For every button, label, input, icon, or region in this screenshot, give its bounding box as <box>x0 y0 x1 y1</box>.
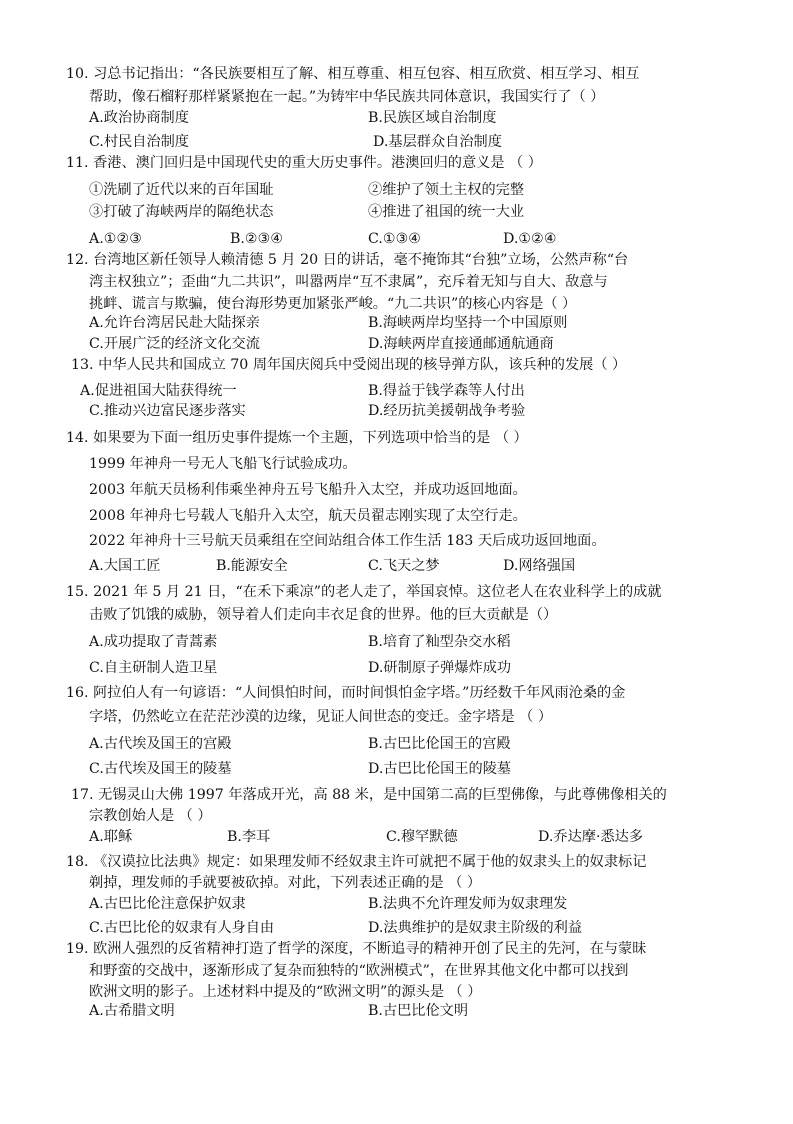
q14-event-3: 2008 年神舟七号载人飞船升入太空，航天员翟志刚实现了太空行走。 <box>89 508 527 524</box>
q14-option-d: D.网络强国 <box>503 558 576 574</box>
q12-stem-line2: 湾主权独立”；歪曲“九二共识”，叫嚣两岸“互不隶属”，充斥着无知与自大、敌意与 <box>89 274 608 290</box>
q18-stem-line2: 剃掉，理发师的手就要被砍掉。对此，下列表述正确的是 （ ） <box>89 875 482 891</box>
q12-stem-line3: 挑衅、谎言与欺骗，使台海形势更加紧张严峻。“九二共识”的核心内容是（ ） <box>89 296 577 312</box>
q10-stem-line2: 帮助，像石榴籽那样紧紧抱在一起。”为铸牢中华民族共同体意识，我国实行了（ ） <box>89 89 605 105</box>
q11-stem-line1: 11. 香港、澳门回归是中国现代史的重大历史事件。港澳回归的意义是 （ ） <box>66 155 542 171</box>
q17-option-b: B.李耳 <box>227 829 271 845</box>
q14-option-c: C.飞天之梦 <box>368 558 440 574</box>
q12-option-a: A.允许台湾居民赴大陆探亲 <box>89 315 260 331</box>
q17-option-c: C.穆罕默德 <box>386 829 458 845</box>
q16-option-c: C.古代埃及国王的陵墓 <box>89 761 232 777</box>
q13-option-d: D.经历抗美援朝战争考验 <box>368 403 526 419</box>
q12-option-d: D.海峡两岸直接通邮通航通商 <box>368 336 554 352</box>
q19-stem-line2: 和野蛮的交战中，逐渐形成了复杂而独特的“欧洲模式”，在世界其他文化中都可以找到 <box>89 963 629 979</box>
q18-stem-line1: 18. 《汉谟拉比法典》规定：如果理发师不经奴隶主许可就把不属于他的奴隶头上的奴隶标记 <box>66 854 647 870</box>
q11-option-d: D.①②④ <box>503 231 557 247</box>
q14-event-4: 2022 年神舟十三号航天员乘组在空间站组合体工作生活 183 天后成功返回地面。 <box>89 533 606 549</box>
q10-option-b: B.民族区域自治制度 <box>368 110 497 126</box>
q12-option-c: C.开展广泛的经济文化交流 <box>89 336 260 352</box>
q17-stem-line1: 17. 无锡灵山大佛 1997 年落成开光，高 88 米，是中国第二高的巨型佛像，与此尊佛像相关的 <box>71 787 667 803</box>
q17-option-a: A.耶稣 <box>89 829 133 845</box>
q11-item-2: ②维护了领土主权的完整 <box>368 182 525 198</box>
q14-event-2: 2003 年航天员杨利伟乘坐神舟五号飞船升入太空，并成功返回地面。 <box>89 482 527 498</box>
q15-option-a: A.成功提取了青蒿素 <box>89 634 218 650</box>
q10-stem-line1: 10. 习总书记指出：“各民族要相互了解、相互尊重、相互包容、相互欣赏、相互学习、相互 <box>66 66 640 82</box>
q18-option-c: C.古巴比伦的奴隶有人身自由 <box>89 920 275 936</box>
q11-option-a: A.①②③ <box>89 231 142 247</box>
q10-option-a: A.政治协商制度 <box>89 110 189 126</box>
q13-option-c: C.推动兴边富民逐步落实 <box>89 403 246 419</box>
q19-stem-line3: 欧洲文明的影子。上述材料中提及的“欧洲文明”的源头是 （ ） <box>89 984 482 1000</box>
q12-stem-line1: 12. 台湾地区新任领导人赖清德 5 月 20 日的讲话，毫不掩饰其“台独”立场，公然声称“台 <box>66 252 629 268</box>
q13-option-a: A.促进祖国大陆获得统一 <box>80 383 237 399</box>
q16-option-a: A.古代埃及国王的宫殿 <box>89 736 232 752</box>
q11-option-c: C.①③④ <box>368 231 422 247</box>
q13-option-b: B.得益于钱学森等人付出 <box>368 383 525 399</box>
q15-stem-line1: 15. 2021 年 5 月 21 日，“在禾下乘凉”的老人走了，举国哀悼。这位老人在农业科学上的成就 <box>66 584 662 600</box>
q13-stem-line1: 13. 中华人民共和国成立 70 周年国庆阅兵中受阅出现的核导弹方队，该兵种的发展（ ） <box>71 357 627 373</box>
q15-option-c: C.自主研制人造卫星 <box>89 660 218 676</box>
q14-event-1: 1999 年神舟一号无人飞船飞行试验成功。 <box>89 456 357 472</box>
q19-option-a: A.古希腊文明 <box>89 1003 175 1019</box>
q11-option-b: B.②③④ <box>230 231 284 247</box>
q18-option-d: D.法典维护的是奴隶主阶级的利益 <box>368 920 583 936</box>
q17-stem-line2: 宗教创始人是 （ ） <box>89 808 212 824</box>
q16-option-d: D.古巴比伦国王的陵墓 <box>368 761 512 777</box>
q11-item-1: ①洗刷了近代以来的百年国耻 <box>89 182 274 198</box>
q18-option-b: B.法典不允许理发师为奴隶理发 <box>368 896 568 912</box>
q11-item-3: ③打破了海峡两岸的隔绝状态 <box>89 204 274 220</box>
q19-stem-line1: 19. 欧洲人强烈的反省精神打造了哲学的深度，不断追寻的精神开创了民主的先河，在与蒙昧 <box>66 941 647 957</box>
q16-option-b: B.古巴比伦国王的宫殿 <box>368 736 511 752</box>
q17-option-d: D.乔达摩·悉达多 <box>538 829 644 845</box>
q19-option-b: B.古巴比伦文明 <box>368 1003 469 1019</box>
q18-option-a: A.古巴比伦注意保护奴隶 <box>89 896 246 912</box>
q16-stem-line2: 字塔，仍然屹立在茫茫沙漠的边缘，见证人间世态的变迁。金字塔是 （ ） <box>89 709 553 725</box>
q12-option-b: B.海峡两岸均坚持一个中国原则 <box>368 315 568 331</box>
q14-option-a: A.大国工匠 <box>89 558 161 574</box>
q11-item-4: ④推进了祖国的统一大业 <box>368 204 525 220</box>
q14-option-b: B.能源安全 <box>216 558 288 574</box>
q14-stem-line1: 14. 如果要为下面一组历史事件提炼一个主题，下列选项中恰当的是 （ ） <box>66 430 528 446</box>
q15-option-b: B.培育了籼型杂交水稻 <box>368 634 511 650</box>
q10-option-c: C.村民自治制度 <box>89 134 189 150</box>
q10-option-d: D.基层群众自治制度 <box>373 134 502 150</box>
q16-stem-line1: 16. 阿拉伯人有一句谚语：“人间惧怕时间，而时间惧怕金字塔。”历经数千年风雨沧桑的金 <box>66 685 626 701</box>
q15-stem-line2: 击败了饥饿的威胁，领导着人们走向丰衣足食的世界。他的巨大贡献是（） <box>89 607 558 623</box>
q15-option-d: D.研制原子弹爆炸成功 <box>368 660 512 676</box>
